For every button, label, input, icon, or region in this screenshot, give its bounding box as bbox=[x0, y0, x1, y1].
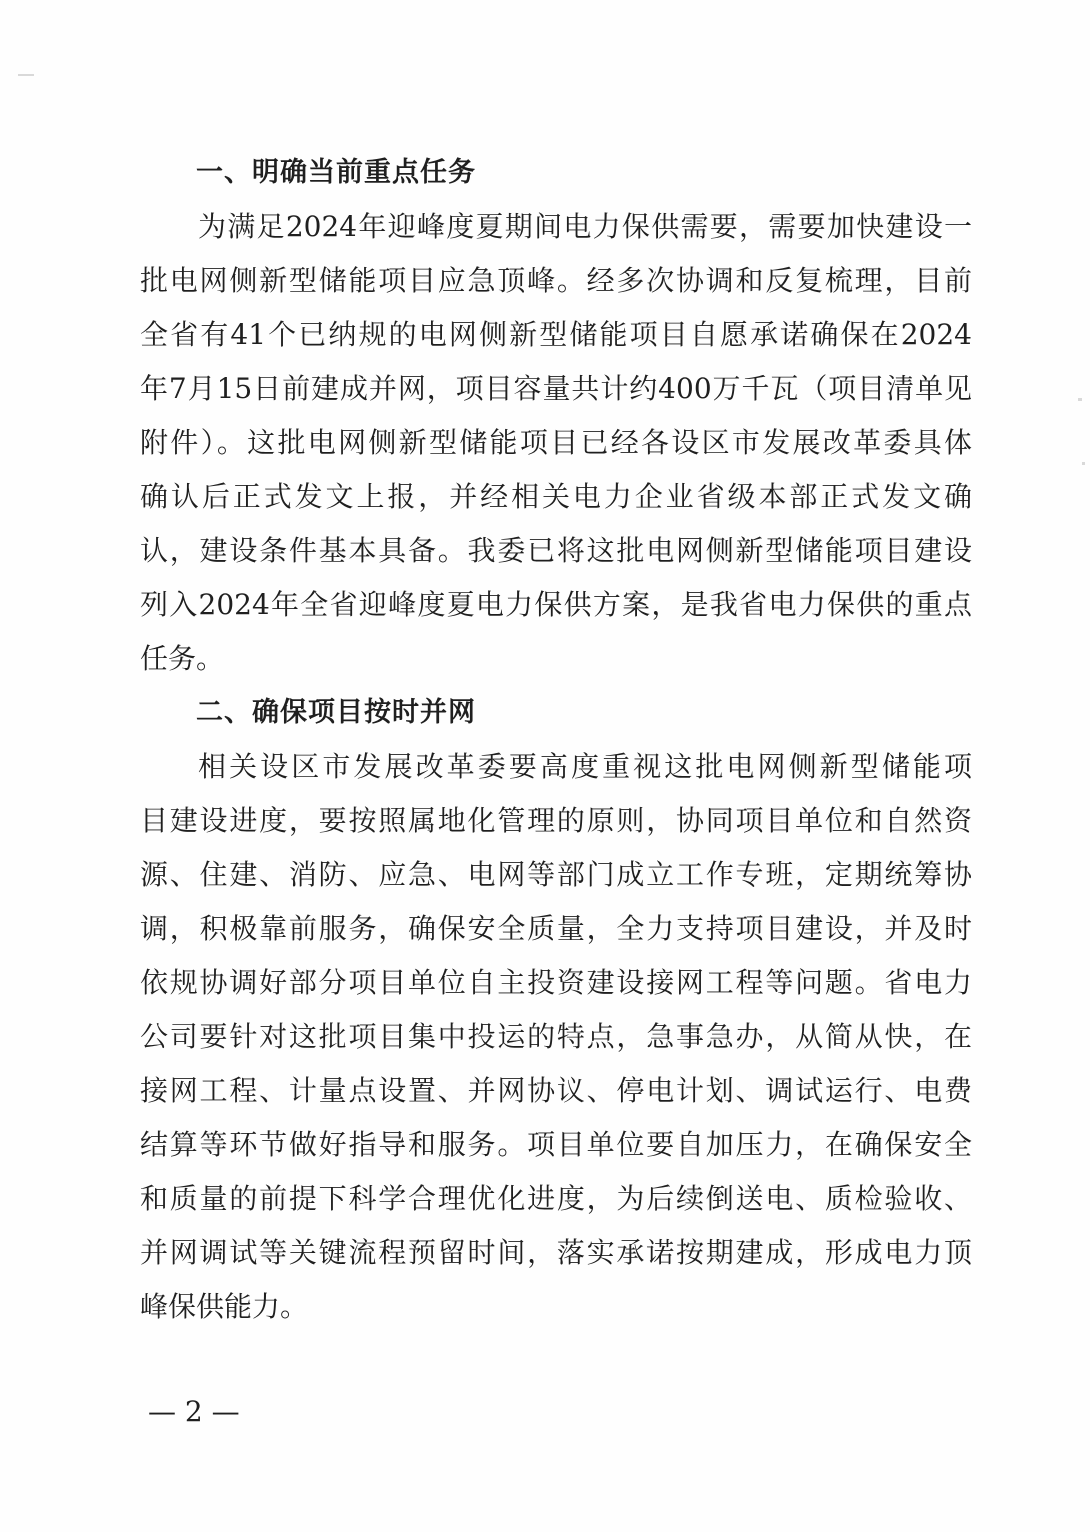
section-two-heading: 二、确保项目按时并网 bbox=[196, 697, 476, 728]
paragraph-line: 任务。 bbox=[140, 642, 225, 675]
paragraph-line: 年7月15日前建成并网，项目容量共计约400万千瓦（项目清单见 bbox=[140, 372, 972, 405]
paragraph-line: 调，积极靠前服务，确保安全质量，全力支持项目建设，并及时 bbox=[140, 912, 972, 945]
section-one-heading: 一、明确当前重点任务 bbox=[196, 157, 476, 188]
paragraph-line: 峰保供能力。 bbox=[140, 1290, 309, 1323]
paragraph-line: 依规协调好部分项目单位自主投资建设接网工程等问题。省电力 bbox=[140, 966, 972, 999]
paragraph-line: 并网调试等关键流程预留时间，落实承诺按期建成，形成电力顶 bbox=[140, 1236, 972, 1269]
scan-edge-mark bbox=[1078, 398, 1082, 401]
paragraph-line: 相关设区市发展改革委要高度重视这批电网侧新型储能项 bbox=[198, 750, 972, 783]
scan-edge-mark bbox=[18, 74, 34, 76]
section-one-paragraph bbox=[140, 200, 972, 686]
paragraph-line: 全省有41个已纳规的电网侧新型储能项目自愿承诺确保在2024 bbox=[140, 318, 972, 351]
scan-edge-mark bbox=[1082, 462, 1085, 465]
paragraph-line: 接网工程、计量点设置、并网协议、停电计划、调试运行、电费 bbox=[140, 1074, 972, 1107]
paragraph-line: 附件）。这批电网侧新型储能项目已经各设区市发展改革委具体 bbox=[140, 426, 972, 459]
paragraph-line: 目建设进度，要按照属地化管理的原则，协同项目单位和自然资 bbox=[140, 804, 972, 837]
section-two-paragraph bbox=[140, 740, 972, 1334]
document-body bbox=[140, 146, 972, 1334]
paragraph-line: 结算等环节做好指导和服务。项目单位要自加压力，在确保安全 bbox=[140, 1128, 972, 1161]
paragraph-line: 批电网侧新型储能项目应急顶峰。经多次协调和反复梳理，目前 bbox=[140, 264, 972, 297]
paragraph-line: 确认后正式发文上报，并经相关电力企业省级本部正式发文确 bbox=[140, 480, 972, 513]
paragraph-line: 源、住建、消防、应急、电网等部门成立工作专班，定期统筹协 bbox=[140, 858, 972, 891]
paragraph-line: 公司要针对这批项目集中投运的特点，急事急办，从简从快，在 bbox=[140, 1020, 972, 1053]
paragraph-line: 为满足2024年迎峰度夏期间电力保供需要，需要加快建设一 bbox=[198, 210, 972, 243]
page-number: — 2 — bbox=[148, 1395, 240, 1428]
paragraph-line: 认，建设条件基本具备。我委已将这批电网侧新型储能项目建设 bbox=[140, 534, 972, 567]
paragraph-line: 列入2024年全省迎峰度夏电力保供方案，是我省电力保供的重点 bbox=[140, 588, 972, 621]
paragraph-line: 和质量的前提下科学合理优化进度，为后续倒送电、质检验收、 bbox=[140, 1182, 972, 1215]
